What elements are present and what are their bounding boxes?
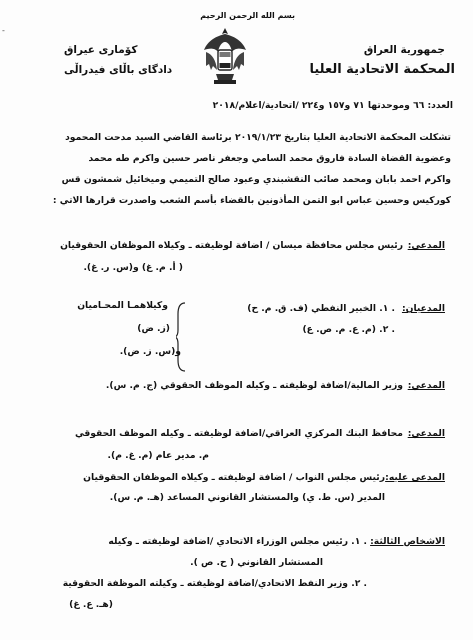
party6-item1: . ١. رئيس مجلس الوزراء الاتحادي /اضافة لوظيفته ـ وكيله: [108, 536, 367, 547]
party2-label: المدعيان:: [401, 303, 445, 314]
party5-label: المدعى عليه:: [385, 472, 445, 483]
party4-label: المدعي:: [407, 428, 445, 439]
intro-line-1: تشكلت المحكمة الاتحادية العليا بتاريخ ٢٠١٩/١/٢٣ برئاسة القاضي السيد مدحت المحمود: [65, 132, 451, 143]
party3-text: وزير المالية/اضافة لوظيفته ـ وكيله الموظف الحقوقي (ج. م. س).: [105, 380, 403, 391]
bracket-brace: [176, 302, 186, 372]
party5-agents: المدير (س. ط. ي) والمستشار القانوني المساعد (هـ. م. س).: [109, 492, 385, 503]
party6-item2-agent: (هـ. ع. غ): [69, 599, 113, 610]
header-country: جمهورية العراق: [363, 44, 445, 56]
party2-claimant2: . ٢. (م. ع. م. ص. ع): [302, 324, 395, 335]
party3-label: المدعي:: [407, 380, 445, 391]
header-court-kurdish: دادگای باڵای فیدراڵی: [64, 64, 173, 76]
intro-line-4: كوركيس وحسين عباس ابو التمن المأذونين بالقضاء بأسم الشعب واصدرت قرارها الاتي :: [52, 195, 451, 206]
party4-text: محافظ البنك المركزي العراقي/اضافة لوظيفته ـ وكيله الموظف الحقوقي: [74, 428, 403, 439]
intro-line-2: وعضوية القضاة السادة فاروق محمد السامي وجعفر ناصر حسين واكرم طه محمد: [88, 153, 451, 164]
header-country-kurdish: كۆماری عیراق: [64, 44, 138, 56]
party2-claimant1: . ١. الخبير النفطي (ف. ق. م. ح): [247, 303, 395, 314]
party4-agent: م. مدير عام (م. غ. م).: [107, 450, 209, 461]
case-number: العدد: ٦٦ وموحدتها ٧١ و١٥٧ و٢٢٤ /اتحادية/اعلام/٢٠١٨: [212, 100, 453, 111]
party1-text: رئيس مجلس محافظة ميسان / اضافة لوظيفته ـ وكيلاه الموظفان الحقوقيان: [60, 240, 403, 251]
intro-line-3: واكرم احمد بابان ومحمد صائب النقشبندي وعبود صالح التميمي وميخائيل شمشون قس: [61, 174, 451, 185]
iraq-eagle-emblem: [202, 26, 248, 86]
party2-agents-title: وكيلاهمـا المحـاميان: [77, 300, 168, 311]
party2-agent1: (ز. ض): [137, 323, 170, 334]
basmala: بسم الله الرحمن الرحيم: [200, 11, 295, 20]
party1-agents: ( أ. م. غ) و(س. ر. غ).: [83, 262, 183, 273]
party6-item2: . ٢. وزير النفط الاتحادي/اضافة لوظيفته ـ وكيلته الموظفة الحقوقية: [62, 578, 367, 589]
party1-label: المدعي:: [407, 240, 445, 251]
party2-agent2: و(س. ز. ض).: [119, 346, 181, 357]
party5-text: رئيس مجلس النواب / اضافة لوظيفته ـ وكيلاه الموظفان الحقوقيان: [83, 472, 385, 483]
margin-mark: -: [2, 26, 5, 35]
party6-label: الاشخاص الثالثة:: [370, 536, 445, 547]
party6-item1-agent: المستشار القانوني ( ح. ص ).: [190, 557, 323, 568]
header-court-name: المحكمة الاتحادية العليا: [309, 62, 455, 77]
